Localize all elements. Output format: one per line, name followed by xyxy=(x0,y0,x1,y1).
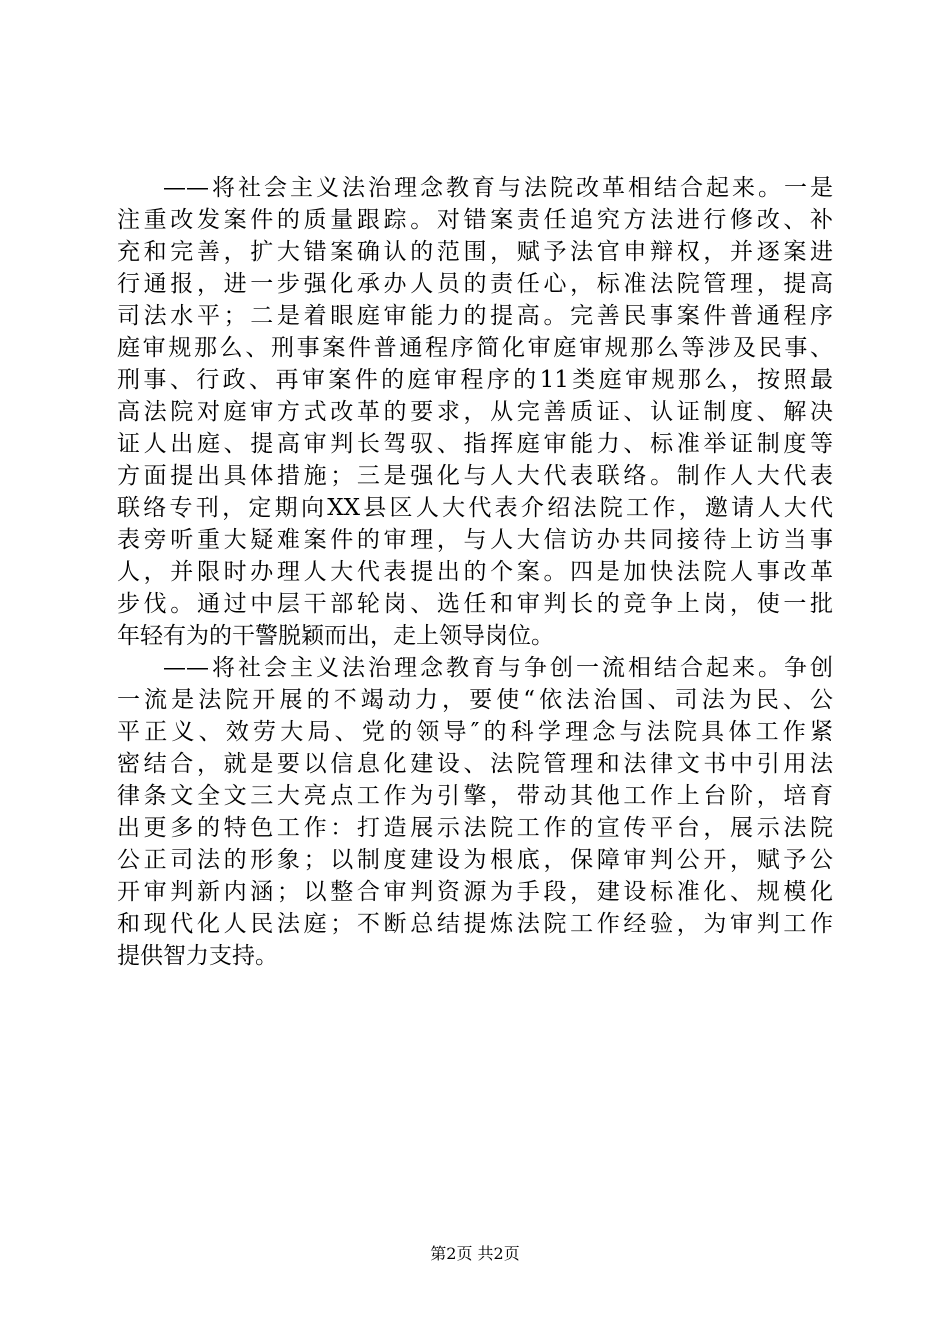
text-line: 年轻有为的干警脱颖而出，走上领导岗位。 xyxy=(117,623,554,649)
text-line: 平正义、效劳大局、党的领导″的科学理念与法院具体工作紧 xyxy=(117,719,833,745)
paragraph-court-reform xyxy=(117,172,833,652)
text-line: 表旁听重大疑难案件的审理，与人大信访办共同接待上访当事 xyxy=(117,527,833,553)
text-line: 密结合，就是要以信息化建设、法院管理和法律文书中引用法 xyxy=(117,751,833,777)
text-line: 公正司法的形象；以制度建设为根底，保障审判公开，赋予公 xyxy=(117,847,833,873)
text-line: 庭审规那么、刑事案件普通程序简化审庭审规那么等涉及民事、 xyxy=(117,335,833,361)
text-line: 提供智力支持。 xyxy=(117,943,278,969)
text-line: 开审判新内涵；以整合审判资源为手段，建设标准化、规模化 xyxy=(117,879,833,905)
text-line: 人，并限时办理人大代表提出的个案。四是加快法院人事改革 xyxy=(117,559,833,585)
text-line: 高法院对庭审方式改革的要求，从完善质证、认证制度、解决 xyxy=(117,399,833,425)
text-line: ——将社会主义法治理念教育与争创一流相结合起来。争创 xyxy=(163,655,833,681)
text-line: 充和完善，扩大错案确认的范围，赋予法官申辩权，并逐案进 xyxy=(117,239,833,265)
text-line: 刑事、行政、再审案件的庭审程序的11类庭审规那么，按照最 xyxy=(117,367,833,393)
text-line: 联络专刊，定期向XX县区人大代表介绍法院工作，邀请人大代 xyxy=(117,495,833,521)
page-number: 第2页 共2页 xyxy=(430,1244,520,1263)
page-footer xyxy=(0,1244,950,1264)
paragraph-strive-first-class xyxy=(117,652,833,972)
text-line: 律条文全文三大亮点工作为引擎，带动其他工作上台阶，培育 xyxy=(117,783,833,809)
text-line: 行通报，进一步强化承办人员的责任心，标准法院管理，提高 xyxy=(117,271,833,297)
text-line: 步伐。通过中层干部轮岗、选任和审判长的竞争上岗，使一批 xyxy=(117,591,833,617)
text-line: 司法水平；二是着眼庭审能力的提高。完善民事案件普通程序 xyxy=(117,303,833,329)
document-body xyxy=(117,172,833,972)
text-line: 出更多的特色工作：打造展示法院工作的宣传平台，展示法院 xyxy=(117,815,833,841)
text-line: 注重改发案件的质量跟踪。对错案责任追究方法进行修改、补 xyxy=(117,207,833,233)
text-line: 方面提出具体措施；三是强化与人大代表联络。制作人大代表 xyxy=(117,463,833,489)
text-line: 一流是法院开展的不竭动力，要使“依法治国、司法为民、公 xyxy=(117,687,833,713)
text-line: 和现代化人民法庭；不断总结提炼法院工作经验，为审判工作 xyxy=(117,911,833,937)
text-line: ——将社会主义法治理念教育与法院改革相结合起来。一是 xyxy=(163,175,833,201)
text-line: 证人出庭、提高审判长驾驭、指挥庭审能力、标准举证制度等 xyxy=(117,431,833,457)
